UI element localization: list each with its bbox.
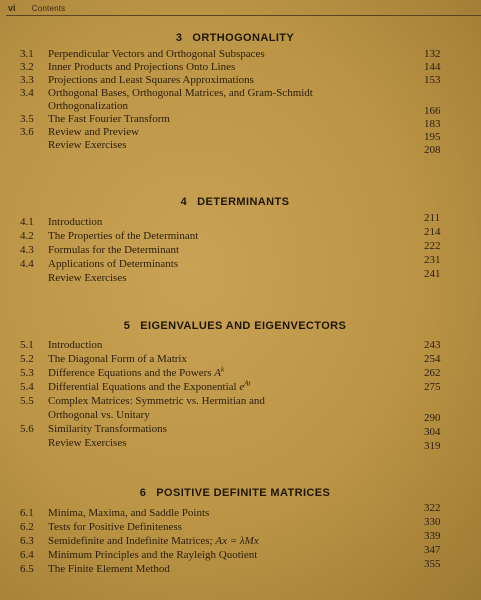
section-title[interactable] (48, 244, 179, 256)
section-number: 3.4 (20, 87, 34, 99)
section-title-text: Inner Products and Projections Onto Lines (48, 61, 236, 73)
page-number-text: 262 (424, 367, 441, 379)
section-number: 5.1 (20, 339, 34, 351)
section-title[interactable] (48, 258, 178, 270)
page-number-text: 330 (424, 516, 441, 528)
section-title[interactable] (48, 437, 127, 449)
section-number: 3.5 (20, 113, 34, 125)
section-number: 3.1 (20, 48, 34, 60)
page-number-text: 243 (424, 339, 441, 351)
section-title-continuation: Orthogonalization (48, 100, 129, 112)
section-title[interactable] (48, 521, 182, 533)
page-number-text: 132 (424, 48, 441, 60)
math-superscript: k (221, 365, 225, 374)
section-title-text: Minimum Principles and the Rayleigh Quotient (48, 549, 258, 561)
page-number-text: 275 (424, 381, 441, 393)
running-head-title: Contents (31, 4, 66, 13)
section-title[interactable] (48, 272, 127, 284)
section-number: 5.5 (20, 395, 34, 407)
chapter-number: 6 (139, 487, 147, 499)
section-title[interactable] (48, 139, 127, 151)
chapter-number: 3 (175, 32, 183, 44)
section-number: 4.3 (20, 244, 34, 256)
section-title-text: Introduction (48, 216, 103, 228)
chapter-heading (0, 487, 470, 499)
section-number: 4.1 (20, 216, 34, 228)
chapter-heading (0, 320, 470, 332)
section-title-text: Formulas for the Determinant (48, 244, 180, 256)
section-title-text: Difference Equations and the Powers (48, 367, 215, 379)
chapter-heading (0, 32, 470, 44)
section-number: 6.2 (20, 521, 34, 533)
page-number-text: 254 (424, 353, 441, 365)
section-title[interactable] (48, 507, 209, 519)
section-title-text: Similarity Transformations (48, 423, 167, 435)
section-title[interactable] (48, 381, 250, 393)
page-number-text: 144 (424, 61, 441, 73)
chapter-title: DETERMINANTS (197, 196, 290, 208)
section-title-continuation: Orthogonal vs. Unitary (48, 409, 150, 421)
chapter-heading (0, 196, 470, 208)
section-title-text: Introduction (48, 339, 103, 351)
math-expression: A (214, 367, 222, 379)
page-number-text: 231 (424, 254, 441, 266)
section-number: 5.4 (20, 381, 34, 393)
section-title-text: Minima, Maxima, and Saddle Points (48, 507, 210, 519)
section-title-text: Review Exercises (48, 272, 127, 284)
page-number-text: 355 (424, 558, 441, 570)
section-title[interactable] (48, 423, 167, 435)
section-title-text: Review and Preview (48, 126, 140, 138)
chapter-title: POSITIVE DEFINITE MATRICES (156, 487, 331, 499)
page-number-text: 319 (424, 440, 441, 452)
section-title[interactable] (48, 61, 235, 73)
section-title-text: The Diagonal Form of a Matrix (48, 353, 187, 365)
page-number-text: 214 (424, 226, 441, 238)
section-title[interactable] (48, 535, 259, 547)
section-title-text: Projections and Least Squares Approximations (48, 74, 254, 86)
section-title-text: Orthogonal Bases, Orthogonal Matrices, and Gram-Schmidt (48, 87, 313, 99)
section-title[interactable] (48, 126, 139, 138)
chapter-title: EIGENVALUES AND EIGENVECTORS (140, 320, 347, 332)
section-title[interactable] (48, 339, 102, 351)
page-folio: vi (8, 3, 16, 13)
page-number-text: 211 (424, 212, 441, 224)
section-title[interactable] (48, 216, 102, 228)
section-number: 4.4 (20, 258, 34, 270)
section-title[interactable] (48, 353, 187, 365)
page-number-text: 183 (424, 118, 441, 130)
section-number: 3.6 (20, 126, 34, 138)
section-title[interactable] (48, 563, 170, 575)
chapter-number: 4 (180, 196, 188, 208)
page-number-text: 290 (424, 412, 441, 424)
math-expression: Ax = λMx (215, 535, 259, 547)
page-number-text: 222 (424, 240, 441, 252)
math-expression: e (239, 381, 245, 393)
page-number-text: 339 (424, 530, 441, 542)
page-number-text: 241 (424, 268, 441, 280)
chapter-number: 5 (123, 320, 131, 332)
page-number-text: 304 (424, 426, 441, 438)
section-title-text: Complex Matrices: Symmetric vs. Hermitian and (48, 395, 265, 407)
section-title[interactable] (48, 230, 198, 242)
section-number: 3.3 (20, 74, 34, 86)
section-title-text: The Fast Fourier Transform (48, 113, 170, 125)
section-number: 6.5 (20, 563, 34, 575)
page-number-text: 153 (424, 74, 441, 86)
section-title[interactable] (48, 549, 257, 561)
section-title-text: Perpendicular Vectors and Orthogonal Subspaces (48, 48, 265, 60)
section-title-text: Review Exercises (48, 437, 127, 449)
section-number: 5.6 (20, 423, 34, 435)
page-number-text: 347 (424, 544, 441, 556)
page-number-text: 208 (424, 144, 441, 156)
math-superscript: At (244, 379, 251, 388)
section-title-text: Review Exercises (48, 139, 127, 151)
section-title[interactable] (48, 113, 170, 125)
section-number: 5.3 (20, 367, 34, 379)
section-number: 5.2 (20, 353, 34, 365)
page-number-text: 322 (424, 502, 441, 514)
section-number: 6.1 (20, 507, 34, 519)
header-rule (6, 15, 481, 16)
section-title[interactable] (48, 74, 254, 86)
page-number-text: 195 (424, 131, 441, 143)
section-title[interactable] (48, 395, 265, 407)
section-title-text: The Properties of the Determinant (48, 230, 199, 242)
section-number: 3.2 (20, 61, 34, 73)
section-title-text: The Finite Element Method (48, 563, 170, 575)
section-title-text: Applications of Determinants (48, 258, 179, 270)
chapter-title: ORTHOGONALITY (192, 32, 295, 44)
section-title-text: Tests for Positive Definiteness (48, 521, 182, 533)
section-number: 4.2 (20, 230, 34, 242)
section-number: 6.4 (20, 549, 34, 561)
page-number-text: 166 (424, 105, 441, 117)
section-title[interactable] (48, 367, 224, 379)
section-title[interactable] (48, 87, 313, 99)
section-title-text: Differential Equations and the Exponential (48, 381, 240, 393)
section-title-text: Semidefinite and Indefinite Matrices; (48, 535, 216, 547)
section-title[interactable] (48, 48, 265, 60)
section-number: 6.3 (20, 535, 34, 547)
